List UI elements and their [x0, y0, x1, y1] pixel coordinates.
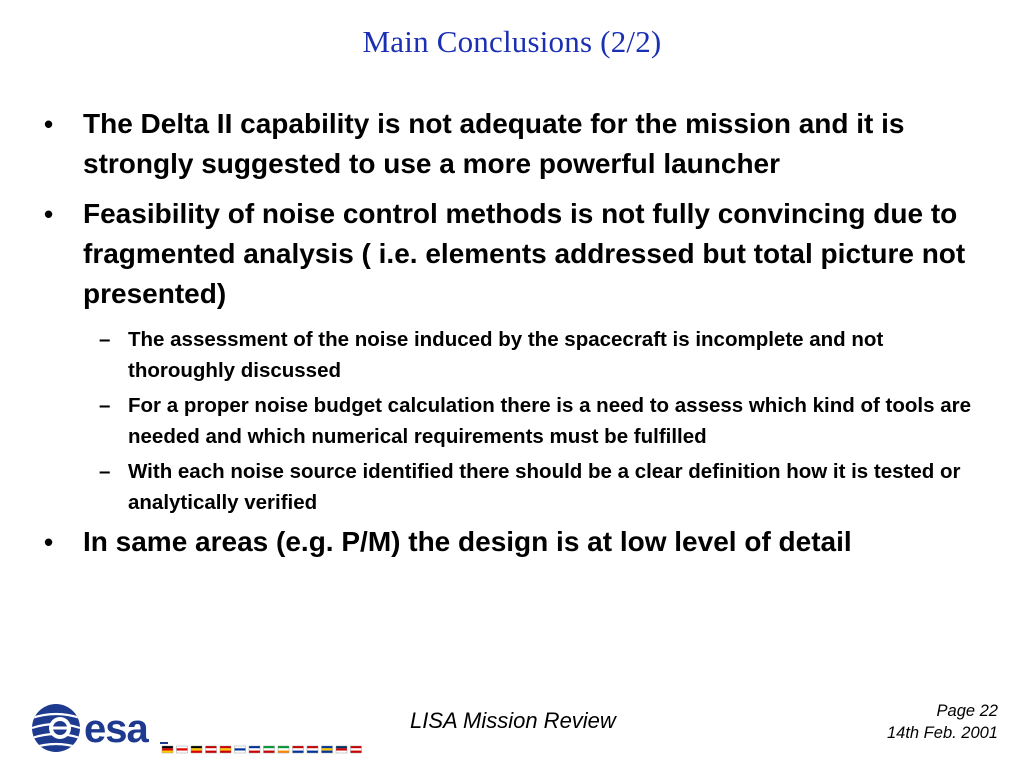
page-number: Page 22 [936, 702, 998, 720]
bullet-marker: • [44, 109, 54, 139]
esa-logo [28, 698, 388, 758]
bullet-marker: • [44, 527, 54, 557]
bullet-item [40, 522, 990, 562]
flag-icon [278, 746, 289, 753]
esa-wordmark: esa [84, 707, 148, 751]
flag-icon [249, 746, 260, 753]
flag-icon [336, 746, 347, 753]
flag-icon [264, 746, 275, 753]
slide-title: Main Conclusions (2/2) [362, 24, 662, 59]
sub-bullet-text: The assessment of the noise induced by the spacecraft is incomplete and not thoroughly discussed [128, 328, 884, 382]
flag-icon [293, 746, 304, 753]
flag-icon [351, 746, 362, 753]
sub-bullet-marker: – [99, 460, 111, 483]
bullet-marker: • [44, 199, 54, 229]
bullet-item [40, 194, 990, 314]
sub-bullet-marker: – [99, 394, 111, 417]
flag-icon [307, 746, 318, 753]
footer-page-info [887, 700, 998, 744]
member-state-flags [160, 742, 362, 753]
bullet-text: In same areas (e.g. P/M) the design is at low level of detail [83, 526, 852, 557]
footer-date: 14th Feb. 2001 [886, 724, 998, 742]
sub-bullet-item [83, 456, 990, 518]
sub-bullet-text: With each noise source identified there should be a clear definition how it is tested or analytically verified [128, 460, 961, 514]
sub-bullet-item [83, 390, 990, 452]
flag-icon [235, 746, 246, 753]
flag-icon [322, 746, 333, 753]
flag-icon [177, 746, 188, 753]
bullet-text: The Delta II capability is not adequate for the mission and it is strongly suggested to use a more powerful launcher [83, 108, 905, 179]
sub-bullet-item [83, 324, 990, 386]
flag-icon [191, 746, 202, 753]
footer-title: LISA Mission Review [410, 708, 616, 733]
bullet-text: Feasibility of noise control methods is not fully convincing due to fragmented analysis ( i.e. elements addressed but total picture not presented) [83, 198, 966, 309]
flag-icon [162, 746, 173, 753]
flag-icon [206, 746, 217, 753]
sub-bullet-marker: – [99, 328, 111, 351]
bullet-item [40, 104, 990, 184]
slide-content [40, 104, 990, 572]
flag-icon [220, 746, 231, 753]
esa-globe-icon [32, 704, 80, 752]
sub-bullet-list [83, 324, 990, 518]
sub-bullet-text: For a proper noise budget calculation there is a need to assess which kind of tools are needed and which numerical requirements must be fulfilled [128, 394, 971, 448]
